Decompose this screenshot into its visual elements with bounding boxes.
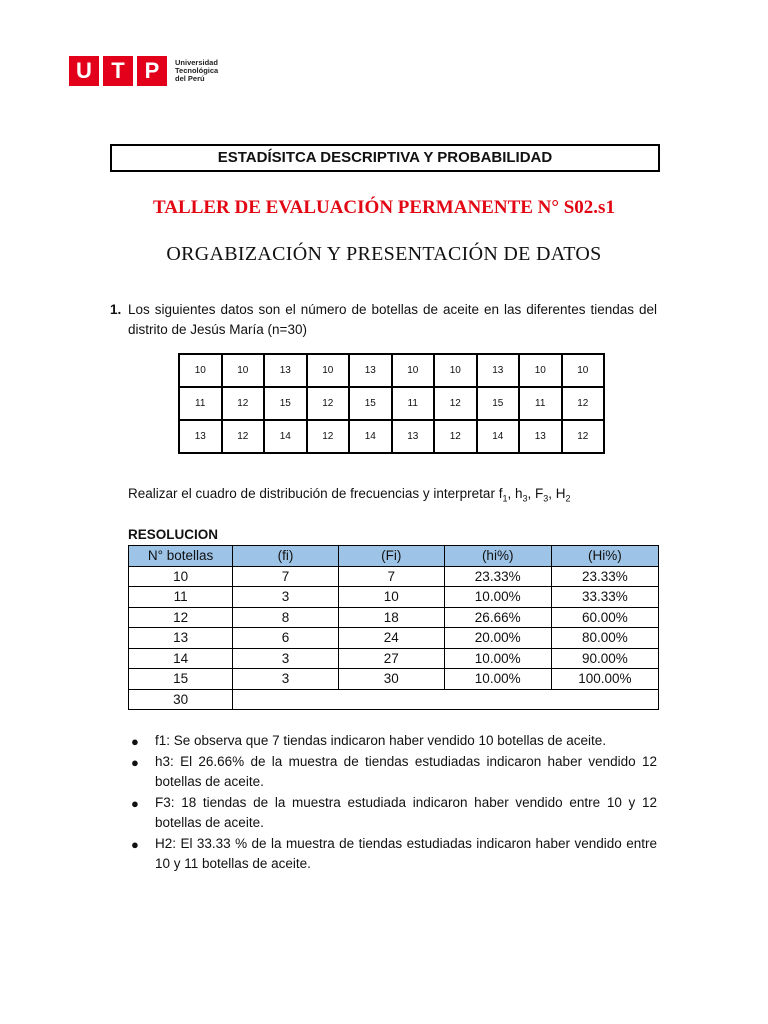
bullet-icon: ●: [131, 795, 139, 811]
table-cell: 10.00%: [444, 648, 551, 669]
raw-data-cell: 10: [179, 354, 222, 387]
raw-data-cell: 14: [349, 420, 392, 453]
raw-data-cell: 15: [477, 387, 520, 420]
table-row: [129, 669, 659, 690]
table-cell: 33.33%: [551, 587, 658, 608]
bullet-icon: ●: [131, 734, 139, 749]
total-cell: 30: [129, 689, 233, 710]
table-cell: 13: [129, 628, 233, 649]
raw-data-cell: 15: [264, 387, 307, 420]
raw-data-cell: 14: [477, 420, 520, 453]
table-cell: 14: [129, 648, 233, 669]
table-cell: 10.00%: [444, 669, 551, 690]
table-cell: 23.33%: [444, 566, 551, 587]
header-cell: (hi%): [444, 546, 551, 567]
raw-data-table: [178, 353, 605, 454]
table-row: [129, 607, 659, 628]
frequency-table: [128, 545, 659, 710]
table-cell: 7: [233, 566, 339, 587]
interpretation-item: [128, 834, 657, 875]
table-cell: 10: [338, 587, 444, 608]
table-cell: 100.00%: [551, 669, 658, 690]
bullet-icon: ●: [131, 754, 139, 770]
raw-data-cell: 14: [264, 420, 307, 453]
raw-data-cell: 11: [392, 387, 435, 420]
table-cell: 30: [338, 669, 444, 690]
table-cell: 3: [233, 669, 339, 690]
raw-data-cell: 13: [477, 354, 520, 387]
table-cell: 26.66%: [444, 607, 551, 628]
section-subtitle: ORGABIZACIÓN Y PRESENTACIÓN DE DATOS: [166, 243, 602, 265]
raw-data-cell: 13: [392, 420, 435, 453]
table-cell: 23.33%: [551, 566, 658, 587]
interpretation-text: H2: El 33.33 % de la muestra de tiendas estudiadas indicaron haber vendido entre 10 y 11 botellas de aceite.: [155, 835, 657, 871]
interpretation-item: [128, 793, 657, 834]
raw-data-cell: 11: [179, 387, 222, 420]
table-cell: 8: [233, 607, 339, 628]
workshop-title: TALLER DE EVALUACIÓN PERMANENTE N° S02.s1: [153, 197, 615, 218]
raw-data-row: [179, 420, 604, 453]
table-cell: 7: [338, 566, 444, 587]
interpretation-text: F3: 18 tiendas de la muestra estudiada indicaron haber vendido entre 10 y 12 botellas de aceite.: [155, 794, 657, 830]
raw-data-cell: 13: [179, 420, 222, 453]
raw-data-row: [179, 354, 604, 387]
table-cell: 60.00%: [551, 607, 658, 628]
table-cell: 11: [129, 587, 233, 608]
instruction-text: Realizar el cuadro de distribución de frecuencias y interpretar $f_1$, $h_3$, $F_3$, $H_2$: [128, 486, 571, 504]
interpretation-text: f1: Se observa que 7 tiendas indicaron haber vendido 10 botellas de aceite.: [155, 733, 607, 748]
raw-data-cell: 10: [222, 354, 265, 387]
raw-data-cell: 12: [562, 387, 605, 420]
raw-data-cell: 12: [434, 387, 477, 420]
interpretation-list: [128, 731, 657, 875]
header-cell: (Hi%): [551, 546, 658, 567]
raw-data-cell: 11: [519, 387, 562, 420]
table-cell: 18: [338, 607, 444, 628]
empty-cell: [233, 689, 659, 710]
raw-data-cell: 12: [307, 387, 350, 420]
raw-data-cell: 12: [307, 420, 350, 453]
logo-letter-u: U: [69, 56, 99, 86]
raw-data-cell: 12: [222, 387, 265, 420]
utp-logo: [69, 55, 218, 86]
raw-data-cell: 13: [264, 354, 307, 387]
table-cell: 12: [129, 607, 233, 628]
table-cell: 3: [233, 648, 339, 669]
bullet-icon: ●: [131, 836, 139, 852]
header-cell: N° botellas: [129, 546, 233, 567]
table-cell: 10: [129, 566, 233, 587]
table-cell: 15: [129, 669, 233, 690]
raw-data-row: [179, 387, 604, 420]
interpretation-item: [128, 752, 657, 793]
table-row: [129, 566, 659, 587]
raw-data-cell: 10: [307, 354, 350, 387]
table-cell: 80.00%: [551, 628, 658, 649]
raw-data-cell: 13: [519, 420, 562, 453]
logo-university-name: Universidad Tecnológica del Perú: [175, 57, 219, 83]
table-cell: 27: [338, 648, 444, 669]
question-number: 1.: [110, 302, 122, 317]
table-cell: 10.00%: [444, 587, 551, 608]
table-row: [129, 587, 659, 608]
table-cell: 6: [233, 628, 339, 649]
interpretation-item: [128, 731, 657, 752]
resolution-label: RESOLUCION: [128, 527, 219, 542]
table-cell: 3: [233, 587, 339, 608]
raw-data-cell: 10: [434, 354, 477, 387]
table-row: [129, 628, 659, 649]
total-row: [129, 689, 659, 710]
raw-data-cell: 13: [349, 354, 392, 387]
raw-data-cell: 12: [222, 420, 265, 453]
header-cell: (fi): [233, 546, 339, 567]
raw-data-cell: 10: [519, 354, 562, 387]
raw-data-cell: 15: [349, 387, 392, 420]
raw-data-cell: 10: [392, 354, 435, 387]
logo-letter-t: T: [103, 56, 133, 86]
table-cell: 20.00%: [444, 628, 551, 649]
table-cell: 24: [338, 628, 444, 649]
header-cell: (Fi): [338, 546, 444, 567]
raw-data-cell: 12: [562, 420, 605, 453]
table-cell: 90.00%: [551, 648, 658, 669]
table-row: [129, 648, 659, 669]
raw-data-cell: 12: [434, 420, 477, 453]
raw-data-cell: 10: [562, 354, 605, 387]
course-title: ESTADÍSITCA DESCRIPTIVA Y PROBABILIDAD: [110, 144, 660, 172]
frequency-table-header: [129, 546, 659, 567]
interpretation-text: h3: El 26.66% de la muestra de tiendas estudiadas indicaron haber vendido 12 botellas de aceite.: [155, 753, 657, 789]
logo-letter-p: P: [137, 56, 167, 86]
question-text: Los siguientes datos son el número de botellas de aceite en las diferentes tiendas del distrito de Jesús María (n=30): [128, 302, 657, 337]
